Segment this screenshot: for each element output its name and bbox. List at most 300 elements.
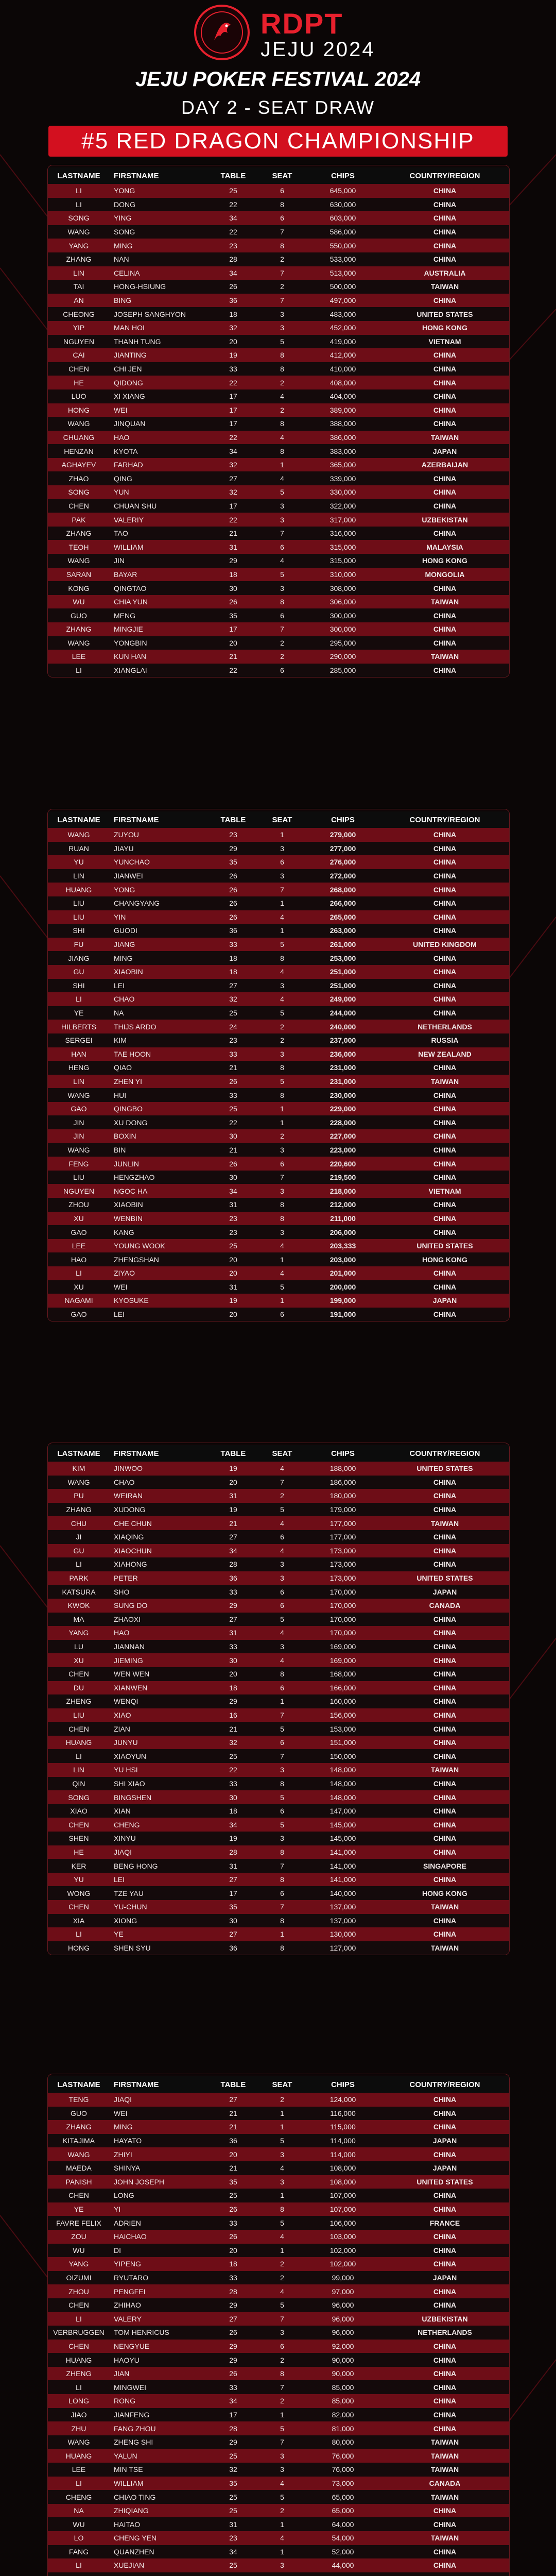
- firstname-cell: TOM HENRICUS: [114, 2328, 169, 2337]
- table-row: [48, 1667, 509, 1681]
- lastname-cell: SONG: [68, 488, 90, 497]
- firstname-cell: XUEJIAN: [114, 2561, 145, 2570]
- chips-cell: 114,000: [330, 2137, 356, 2145]
- lastname-cell: KATSURA: [62, 1587, 96, 1596]
- table-row: [48, 608, 509, 622]
- country-cell: TAIWAN: [430, 1077, 459, 1086]
- seat-cell: 3: [280, 2328, 284, 2337]
- lastname-cell: SHEN: [68, 1834, 89, 1843]
- table-cell: 18: [229, 1683, 237, 1692]
- firstname-cell: HAICHAO: [114, 2232, 147, 2241]
- seat-cell: 2: [280, 1132, 284, 1141]
- table-row: [48, 2147, 509, 2161]
- chips-cell: 141,000: [329, 1861, 356, 1870]
- firstname-cell: YONG: [114, 187, 135, 195]
- chips-cell: 645,000: [329, 187, 356, 195]
- country-cell: CHINA: [433, 1629, 457, 1637]
- firstname-cell: XIAOYUN: [114, 1752, 147, 1760]
- table-cell: 20: [229, 638, 237, 647]
- table-row: [48, 513, 509, 527]
- country-cell: CHINA: [433, 1214, 457, 1223]
- seat-cell: 4: [280, 1656, 284, 1665]
- column-header: LASTNAME: [57, 2080, 100, 2089]
- lastname-cell: WANG: [67, 228, 90, 236]
- country-cell: SINGAPORE: [423, 1861, 466, 1870]
- seat-cell: 6: [280, 1310, 284, 1319]
- country-cell: CHINA: [433, 501, 457, 510]
- table-cell: 23: [229, 2534, 237, 2543]
- lastname-cell: LI: [76, 1752, 82, 1760]
- seat-cell: 3: [280, 2177, 284, 2186]
- firstname-cell: KANG: [114, 1228, 134, 1236]
- firstname-cell: XIONG: [114, 1916, 137, 1925]
- table-row: [48, 280, 509, 294]
- lastname-cell: PARK: [69, 1574, 89, 1583]
- chips-cell: 227,000: [329, 1132, 356, 1141]
- country-cell: CHINA: [433, 2301, 457, 2310]
- seat-cell: 2: [280, 378, 284, 387]
- lastname-cell: XIAO: [70, 1807, 88, 1816]
- table-cell: 28: [229, 1560, 237, 1569]
- seat-table-1: [47, 165, 510, 677]
- table-cell: 17: [229, 392, 237, 401]
- table-cell: 36: [229, 296, 237, 305]
- table-row: [48, 1462, 509, 1476]
- chips-cell: 96,000: [332, 2301, 354, 2310]
- column-header: CHIPS: [331, 171, 355, 180]
- lastname-cell: LIN: [73, 872, 84, 880]
- lastname-cell: WANG: [67, 556, 90, 565]
- firstname-cell: XIANWEN: [114, 1683, 148, 1692]
- table-row: [48, 1239, 509, 1253]
- seat-cell: 8: [280, 1779, 284, 1788]
- chips-cell: 268,000: [329, 885, 356, 894]
- seat-cell: 1: [280, 2520, 284, 2529]
- lastname-cell: CHEN: [68, 1820, 89, 1829]
- country-cell: CHINA: [433, 1105, 457, 1113]
- table-cell: 27: [229, 1875, 237, 1884]
- seat-cell: 8: [280, 351, 284, 360]
- table-cell: 34: [229, 2397, 237, 2405]
- firstname-cell: WEI: [114, 405, 128, 414]
- country-cell: UNITED STATES: [416, 2177, 473, 2186]
- seat-cell: 2: [280, 1492, 284, 1500]
- lastname-cell: LIU: [73, 899, 84, 908]
- lastname-cell: ZHANG: [66, 529, 92, 538]
- table-cell: 25: [229, 187, 237, 195]
- lastname-cell: LONG: [68, 2397, 89, 2405]
- seat-cell: 5: [280, 2424, 284, 2433]
- firstname-cell: JOSEPH SANGHYON: [114, 310, 186, 318]
- lastname-cell: WANG: [67, 2438, 90, 2447]
- seat-cell: 6: [280, 1738, 284, 1747]
- rdpt-logo: [194, 4, 250, 61]
- table-row: [48, 1184, 509, 1198]
- table-row: [48, 1790, 509, 1804]
- country-cell: CHINA: [433, 1173, 457, 1182]
- table-cell: 34: [229, 1187, 237, 1195]
- firstname-cell: XI XIANG: [114, 392, 145, 401]
- firstname-cell: YUNCHAO: [114, 858, 150, 867]
- chips-cell: 145,000: [329, 1834, 356, 1843]
- firstname-cell: BING: [114, 296, 132, 305]
- lastname-cell: ZHANG: [66, 2123, 92, 2131]
- firstname-cell: HUI: [114, 1091, 127, 1099]
- chips-cell: 156,000: [329, 1710, 356, 1719]
- country-cell: TAIWAN: [430, 652, 459, 661]
- chips-cell: 200,000: [329, 1282, 356, 1291]
- firstname-cell: JIANNAN: [114, 1642, 145, 1651]
- table-row: [48, 2558, 509, 2572]
- table-row: [48, 1503, 509, 1517]
- country-cell: CHINA: [433, 885, 457, 894]
- chips-cell: 315,000: [329, 543, 356, 551]
- table-cell: 25: [229, 2506, 237, 2515]
- country-cell: CHINA: [433, 995, 457, 1004]
- country-cell: CHINA: [433, 1159, 457, 1168]
- table-row: [48, 1252, 509, 1266]
- table-cell: 26: [229, 885, 237, 894]
- column-header: SEAT: [272, 171, 292, 180]
- chips-cell: 300,000: [329, 625, 356, 634]
- table-cell: 18: [229, 1807, 237, 1816]
- seat-cell: 4: [280, 1269, 284, 1278]
- lastname-cell: KITAJIMA: [63, 2137, 95, 2145]
- firstname-cell: SHEN SYU: [114, 1944, 151, 1953]
- table-cell: 34: [229, 214, 237, 223]
- chips-cell: 76,000: [332, 2451, 354, 2460]
- seat-cell: 7: [280, 296, 284, 305]
- table-row: [48, 2477, 509, 2490]
- table-cell: 27: [229, 1615, 237, 1623]
- table-row: [48, 252, 509, 266]
- chips-cell: 219,500: [329, 1173, 356, 1182]
- lastname-cell: JI: [76, 1533, 82, 1541]
- table-cell: 21: [229, 1063, 237, 1072]
- seat-cell: 8: [280, 2205, 284, 2214]
- lastname-cell: LIN: [73, 1077, 84, 1086]
- seat-cell: 2: [280, 2355, 284, 2364]
- lastname-cell: ZHU: [71, 2424, 86, 2433]
- country-cell: CHINA: [433, 2246, 457, 2255]
- country-cell: CHINA: [433, 255, 457, 264]
- column-header: CHIPS: [331, 815, 355, 824]
- table-row: [48, 1927, 509, 1941]
- chips-cell: 386,000: [329, 433, 356, 442]
- table-row: [48, 294, 509, 308]
- table-row: [48, 2230, 509, 2244]
- seat-cell: 6: [280, 666, 284, 675]
- chips-cell: 586,000: [329, 228, 356, 236]
- table-row: [48, 2421, 509, 2435]
- lastname-cell: LIU: [73, 1173, 84, 1182]
- table-cell: 29: [229, 2342, 237, 2350]
- table-row: [48, 1294, 509, 1308]
- table-row: [48, 1102, 509, 1116]
- table-cell: 18: [229, 968, 237, 976]
- lastname-cell: CHEN: [68, 501, 89, 510]
- table-row: [48, 2244, 509, 2258]
- lastname-cell: YE: [74, 2205, 84, 2214]
- lastname-cell: GAO: [71, 1310, 87, 1319]
- lastname-cell: HE: [74, 1848, 84, 1856]
- firstname-cell: JOHN JOSEPH: [114, 2177, 165, 2186]
- seat-cell: 7: [280, 1752, 284, 1760]
- lastname-cell: WANG: [67, 1145, 90, 1154]
- column-header: FIRSTNAME: [114, 815, 159, 824]
- lastname-cell: CHEN: [68, 2191, 89, 2200]
- firstname-cell: WENQI: [114, 1697, 138, 1706]
- seat-cell: 3: [280, 515, 284, 524]
- firstname-cell: HENGZHAO: [114, 1173, 155, 1182]
- table-row: [48, 1613, 509, 1626]
- chips-cell: 127,000: [329, 1944, 356, 1953]
- table-row: [48, 1557, 509, 1571]
- country-cell: CHINA: [433, 1834, 457, 1843]
- firstname-cell: XINYU: [114, 1834, 136, 1843]
- chips-cell: 99,000: [332, 2274, 354, 2282]
- firstname-cell: XIAQING: [114, 1533, 144, 1541]
- chips-cell: 500,000: [329, 282, 356, 291]
- lastname-cell: ZOU: [71, 2232, 86, 2241]
- table-cell: 26: [229, 899, 237, 908]
- seat-cell: 1: [280, 1105, 284, 1113]
- country-cell: CHINA: [433, 296, 457, 305]
- seat-cell: 7: [280, 1173, 284, 1182]
- table-cell: 30: [229, 1793, 237, 1802]
- chips-cell: 290,000: [329, 652, 356, 661]
- table-row: [48, 2367, 509, 2381]
- country-cell: CHINA: [433, 1132, 457, 1141]
- table-row: [48, 2572, 509, 2576]
- lastname-cell: LIU: [73, 1710, 84, 1719]
- lastname-cell: WANG: [67, 1091, 90, 1099]
- seat-cell: 1: [280, 831, 284, 839]
- seat-cell: 7: [280, 228, 284, 236]
- country-cell: CHINA: [433, 1615, 457, 1623]
- table-row: [48, 431, 509, 445]
- lastname-cell: LI: [76, 666, 82, 675]
- table-cell: 36: [229, 1574, 237, 1583]
- seat-cell: 2: [280, 638, 284, 647]
- firstname-cell: WILLIAM: [114, 543, 144, 551]
- firstname-cell: MINGJIE: [114, 625, 143, 634]
- table-cell: 30: [229, 1132, 237, 1141]
- seat-cell: 8: [280, 598, 284, 606]
- chips-cell: 44,000: [332, 2561, 354, 2570]
- chips-cell: 203,333: [329, 1242, 356, 1250]
- table-row: [48, 376, 509, 389]
- firstname-cell: MING: [114, 241, 133, 250]
- table-cell: 31: [229, 1629, 237, 1637]
- chips-cell: 240,000: [329, 1022, 356, 1031]
- table-row: [48, 2216, 509, 2230]
- country-cell: CHINA: [433, 912, 457, 921]
- table-cell: 23: [229, 1036, 237, 1045]
- table-cell: 29: [229, 2438, 237, 2447]
- lastname-cell: CHEN: [68, 1670, 89, 1679]
- chips-cell: 272,000: [329, 872, 356, 880]
- seat-cell: 1: [280, 1118, 284, 1127]
- table-row: [48, 2257, 509, 2271]
- seat-cell: 8: [280, 1916, 284, 1925]
- chips-cell: 90,000: [332, 2369, 354, 2378]
- table-cell: 21: [229, 1724, 237, 1733]
- firstname-cell: KIM: [114, 1036, 127, 1045]
- lastname-cell: YE: [74, 1009, 84, 1018]
- column-header: SEAT: [272, 815, 292, 824]
- seat-cell: 5: [280, 940, 284, 949]
- seat-cell: 1: [280, 2191, 284, 2200]
- country-cell: CHINA: [433, 1269, 457, 1278]
- chips-cell: 188,000: [329, 1464, 356, 1473]
- table-row: [48, 842, 509, 856]
- chips-cell: 173,000: [329, 1546, 356, 1555]
- chips-cell: 603,000: [329, 214, 356, 223]
- lastname-cell: GU: [73, 968, 84, 976]
- seat-cell: 7: [280, 625, 284, 634]
- lastname-cell: PAK: [72, 515, 86, 524]
- country-cell: TAIWAN: [430, 2465, 459, 2474]
- chips-cell: 251,000: [329, 968, 356, 976]
- lastname-cell: FENG: [68, 1159, 89, 1168]
- lastname-cell: GU: [73, 1546, 84, 1555]
- brand-subtitle: JEJU 2024: [260, 38, 375, 61]
- table-cell: 22: [229, 666, 237, 675]
- lastname-cell: WANG: [67, 831, 90, 839]
- country-cell: NEW ZEALAND: [418, 1049, 472, 1058]
- table-row: [48, 2394, 509, 2408]
- table-cell: 31: [229, 1282, 237, 1291]
- table-row: [48, 2202, 509, 2216]
- table-row: [48, 924, 509, 938]
- table-cell: 20: [229, 1670, 237, 1679]
- table-row: [48, 403, 509, 417]
- table-cell: 21: [229, 2123, 237, 2131]
- firstname-cell: CHIA YUN: [114, 598, 148, 606]
- seat-cell: 1: [280, 2123, 284, 2131]
- chips-cell: 173,000: [329, 1574, 356, 1583]
- table-row: [48, 2312, 509, 2326]
- lastname-cell: SARAN: [66, 570, 92, 579]
- lastname-cell: LI: [76, 2479, 82, 2487]
- seat-cell: 2: [280, 1036, 284, 1045]
- seat-cell: 2: [280, 2274, 284, 2282]
- table-row: [48, 2175, 509, 2189]
- chips-cell: 237,000: [329, 1036, 356, 1045]
- firstname-cell: MAN HOI: [114, 324, 145, 332]
- chips-cell: 76,000: [332, 2465, 354, 2474]
- seat-cell: 1: [280, 1296, 284, 1305]
- lastname-cell: GUO: [71, 611, 87, 620]
- firstname-cell: ZIYAO: [114, 1269, 135, 1278]
- seat-cell: 7: [280, 2383, 284, 2392]
- table-cell: 30: [229, 1916, 237, 1925]
- chips-cell: 630,000: [329, 200, 356, 209]
- firstname-cell: KYOTA: [114, 447, 138, 455]
- lastname-cell: LU: [74, 1642, 83, 1651]
- table-cell: 33: [229, 1779, 237, 1788]
- table-row: [48, 1708, 509, 1722]
- chips-cell: 533,000: [329, 255, 356, 264]
- table-cell: 22: [229, 433, 237, 442]
- brand-title: RDPT: [260, 7, 343, 40]
- lastname-cell: HUANG: [65, 885, 92, 894]
- chips-cell: 106,000: [329, 2218, 356, 2227]
- country-cell: JAPAN: [432, 1296, 457, 1305]
- lastname-cell: LI: [76, 2383, 82, 2392]
- table-cell: 36: [229, 926, 237, 935]
- firstname-cell: JIAQI: [114, 1848, 132, 1856]
- firstname-cell: JIN: [114, 556, 125, 565]
- chips-cell: 365,000: [329, 461, 356, 469]
- country-cell: TAIWAN: [430, 2534, 459, 2543]
- chips-cell: 244,000: [329, 1009, 356, 1018]
- table-row: [48, 1859, 509, 1873]
- country-cell: CHINA: [433, 2424, 457, 2433]
- seat-cell: 3: [280, 1049, 284, 1058]
- table-cell: 22: [229, 1766, 237, 1774]
- table-row: [48, 581, 509, 595]
- table-cell: 21: [229, 1145, 237, 1154]
- table-cell: 28: [229, 2287, 237, 2296]
- firstname-cell: CHE CHUN: [114, 1519, 152, 1528]
- table-row: [48, 1530, 509, 1544]
- lastname-cell: ZHANG: [66, 255, 92, 264]
- seat-cell: 1: [280, 2410, 284, 2419]
- lastname-cell: WANG: [67, 1478, 90, 1486]
- seat-cell: 5: [280, 337, 284, 346]
- firstname-cell: RYUTARO: [114, 2274, 149, 2282]
- column-header: TABLE: [220, 2080, 246, 2089]
- table-row: [48, 2490, 509, 2504]
- country-cell: TAIWAN: [430, 1766, 459, 1774]
- seat-cell: 5: [280, 1009, 284, 1018]
- country-cell: CHINA: [433, 1683, 457, 1692]
- chips-cell: 229,000: [329, 1105, 356, 1113]
- table-cell: 29: [229, 1601, 237, 1610]
- country-cell: CHINA: [433, 1642, 457, 1651]
- column-header: LASTNAME: [57, 1449, 100, 1458]
- chips-cell: 170,000: [329, 1587, 356, 1596]
- firstname-cell: YE: [114, 1930, 124, 1939]
- country-cell: CHINA: [433, 405, 457, 414]
- lastname-cell: LI: [76, 1269, 82, 1278]
- firstname-cell: BAYAR: [114, 570, 137, 579]
- country-cell: CHINA: [433, 2342, 457, 2350]
- table-cell: 26: [229, 2328, 237, 2337]
- firstname-cell: CHENG: [114, 1820, 140, 1829]
- table-cell: 29: [229, 1697, 237, 1706]
- firstname-cell: VALERIY: [114, 515, 144, 524]
- lastname-cell: HUANG: [65, 2451, 92, 2460]
- lastname-cell: GAO: [71, 1105, 87, 1113]
- seat-cell: 8: [280, 1200, 284, 1209]
- country-cell: CHINA: [433, 2410, 457, 2419]
- table-cell: 31: [229, 1861, 237, 1870]
- lastname-cell: NGUYEN: [63, 337, 94, 346]
- table-cell: 35: [229, 2177, 237, 2186]
- table-row: [48, 2531, 509, 2545]
- lastname-cell: WANG: [67, 2150, 90, 2159]
- chips-cell: 412,000: [329, 351, 356, 360]
- table-row: [48, 1571, 509, 1585]
- lastname-cell: HONG: [68, 405, 90, 414]
- seat-cell: 4: [280, 2287, 284, 2296]
- lastname-cell: JIANG: [68, 954, 90, 962]
- seat-cell: 4: [280, 2232, 284, 2241]
- table-cell: 17: [229, 2410, 237, 2419]
